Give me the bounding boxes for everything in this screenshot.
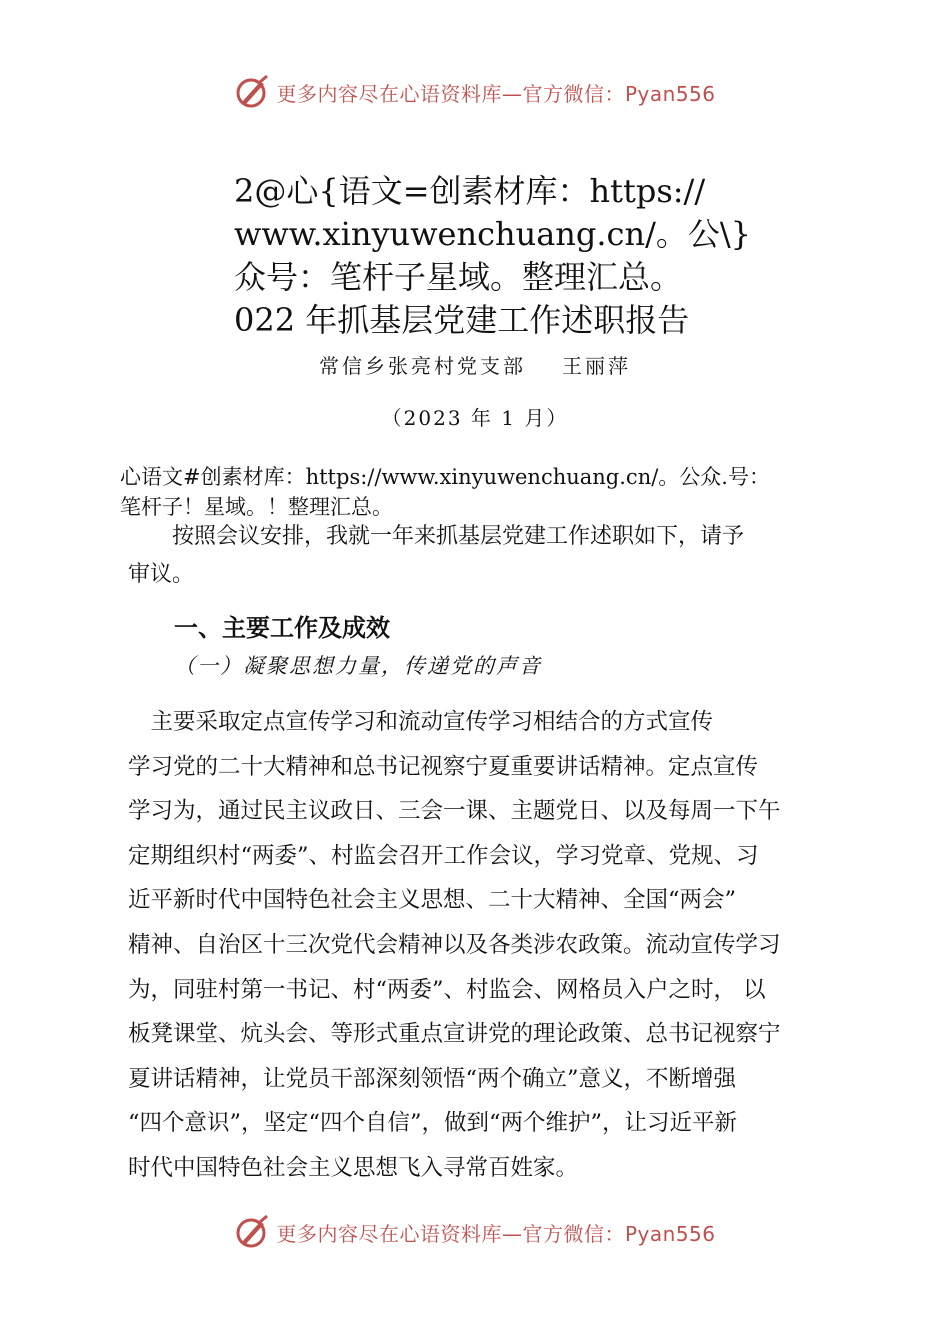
title-line: 022 年抓基层党建工作述职报告 [234,301,690,339]
banner-text [276,1218,715,1247]
intro-line: 审议。 [128,562,195,587]
body-line: 板凳课堂、炕头会、等形式重点宣讲党的理论政策、总书记视察宁 [128,1021,781,1048]
body-line: 夏讲话精神，让党员干部深刻领悟“两个确立”意义，不断增强 [128,1065,737,1092]
brush-logo-icon [234,74,270,110]
intro-line: 按照会议安排，我就一年来抓基层党建工作述职如下，请予 [128,524,745,549]
banner-wechat-id: Pyan556 [624,1221,716,1246]
document-title [234,170,752,342]
body-line: 学习为，通过民主议政日、三会一课、主题党日、以及每周一下午 [128,798,781,825]
source-note [120,462,880,522]
title-line: 众号：笔杆子星域。整理汇总。 [234,258,683,296]
body-line: 近平新时代中国特色社会主义思想、二十大精神、全国“两会” [128,887,737,914]
header-banner [0,72,950,112]
brush-logo-icon [234,1214,270,1250]
banner-wechat-id: Pyan556 [624,81,716,106]
section-heading: 一、主要工作及成效 [174,614,390,642]
subsection-heading: （一）凝聚思想力量，传递党的声音 [174,654,542,678]
title-line: www.xinyuwenchuang.cn/。公\} [234,215,752,253]
banner-caption: 更多内容尽在心语资料库—官方微信： [276,1221,625,1246]
body-line: 为，同驻村第一书记、村“两委”、村监会、网格员入户之时， 以 [128,976,766,1003]
body-line: 学习党的二十大精神和总书记视察宁夏重要讲话精神。定点宣传 [128,753,759,780]
body-paragraph [128,700,848,1191]
author-org: 常信乡张亮村党支部 [319,354,526,378]
note-line: 笔杆子！星域。！整理汇总。 [120,495,393,519]
footer-banner [0,1212,950,1252]
author-name: 王丽萍 [562,354,631,378]
body-line: 时代中国特色社会主义思想飞入寻常百姓家。 [128,1154,579,1181]
note-line: 心语文#创素材库：https://www.xinyuwenchuang.cn/。公众.号： [120,465,770,489]
body-line: 主要采取定点宣传学习和流动宣传学习相结合的方式宣传 [128,709,714,735]
banner-caption: 更多内容尽在心语资料库—官方微信： [276,81,625,106]
author-line [0,350,950,379]
banner-text [276,78,715,107]
body-line: 精神、自治区十三次党代会精神以及各类涉农政策。流动宣传学习 [128,931,781,958]
intro-paragraph [128,518,828,594]
title-line: 2@心{语文=创素材库：https:// [234,172,706,210]
report-date: （2023 年 1 月） [381,406,569,430]
body-line: 定期组织村“两委”、村监会召开工作会议，学习党章、党规、习 [128,842,759,869]
body-line: “四个意识”，坚定“四个自信”，做到“两个维护”，让习近平新 [128,1110,738,1137]
